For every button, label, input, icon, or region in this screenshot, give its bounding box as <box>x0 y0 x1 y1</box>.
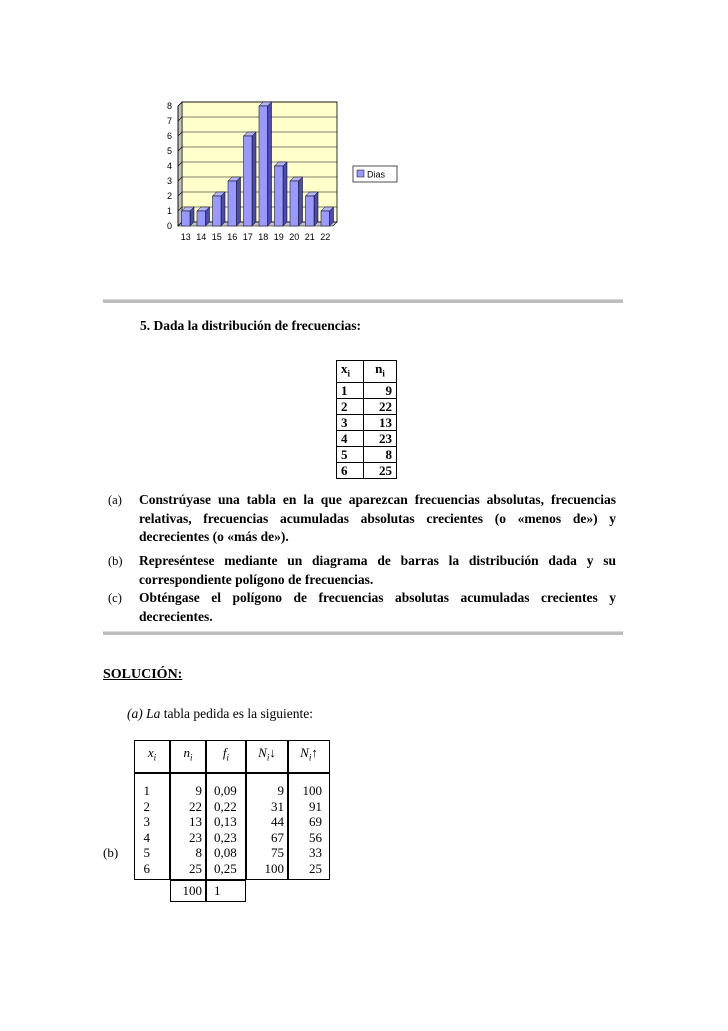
header-sub: i <box>226 752 230 763</box>
question-item <box>108 589 616 626</box>
legend-swatch <box>357 170 364 177</box>
table-row <box>337 430 397 446</box>
total-ni: 100 <box>182 883 202 898</box>
y-tick-label: 7 <box>166 116 172 126</box>
header-x: $x_i$ <box>337 361 364 383</box>
header-sub: i <box>266 752 270 763</box>
x-tick-label: 13 <box>180 232 191 242</box>
header-sub: i <box>308 752 312 763</box>
solution-intro-text: tabla pedida es la siguiente: <box>160 706 313 721</box>
table-cell: 22 <box>364 398 397 414</box>
item-label: (a) <box>108 493 122 507</box>
frequency-table <box>336 360 397 479</box>
table-cell: 6 <box>143 860 150 876</box>
table-cell: 6 <box>337 462 364 478</box>
table-cell: 8 <box>195 845 202 860</box>
bar <box>274 166 283 226</box>
table-cell: 4 <box>143 829 150 845</box>
y-tick-label: 8 <box>166 101 172 111</box>
table-cell: 100 <box>264 860 284 876</box>
header-letter: f <box>222 745 227 760</box>
bar-chart <box>148 100 408 250</box>
bar <box>259 106 268 226</box>
x-tick-label: 20 <box>289 232 300 242</box>
table-cell: 5 <box>143 845 150 860</box>
table-cell: 0,08 <box>214 845 237 860</box>
legend-label: Dias <box>367 169 386 180</box>
divider-bottom <box>103 631 623 635</box>
table-cell: 1 <box>337 382 364 398</box>
table-cell: 3 <box>337 414 364 430</box>
item-text: Constrúyase una tabla en la que aparezcan frecuencias absolutas, frecuencias relativas, frecuencias acumuladas absolutas crecientes (o «menos de») y decrecientes (o «más de»). <box>139 492 616 544</box>
header-letter: x <box>147 745 154 760</box>
solution-intro <box>127 706 313 722</box>
item-text: Represéntese mediante un diagrama de barras la distribución dada y su correspondiente polígono de frecuencias. <box>139 553 616 587</box>
total-fi: 1 <box>214 883 221 898</box>
bar <box>228 181 237 226</box>
table-cell: 31 <box>271 798 284 814</box>
table-cell: 9 <box>277 783 284 798</box>
column-header <box>246 745 288 763</box>
x-tick-label: 18 <box>258 232 269 242</box>
bar <box>181 211 190 226</box>
question-item <box>108 491 616 547</box>
table-cell: 8 <box>364 446 397 462</box>
table-cell: 91 <box>309 798 322 814</box>
x-tick-label: 16 <box>227 232 238 242</box>
header-sub: i <box>189 752 193 763</box>
bar <box>212 196 221 226</box>
y-tick-label: 5 <box>166 146 172 156</box>
question-item <box>108 552 616 589</box>
table-cell: 0,09 <box>214 783 237 798</box>
table-cell: 0,22 <box>214 798 237 814</box>
x-tick-label: 14 <box>196 232 207 242</box>
header-arrow: ↓ <box>269 745 276 760</box>
y-tick-label: 2 <box>166 191 172 201</box>
bar-side <box>252 132 256 226</box>
table-cell: 100 <box>302 783 322 798</box>
table-row <box>337 414 397 430</box>
bar-side <box>268 102 272 226</box>
table-header-row <box>337 361 397 383</box>
table-row <box>337 382 397 398</box>
table-cell: 9 <box>364 382 397 398</box>
table-cell: 2 <box>337 398 364 414</box>
table-cell: 5 <box>337 446 364 462</box>
bar <box>243 136 252 226</box>
table-cell: 75 <box>271 845 284 860</box>
column-header <box>206 745 246 763</box>
bar-side <box>237 177 241 226</box>
header-letter: N <box>258 745 267 760</box>
column-header <box>288 745 330 763</box>
table-cell: 25 <box>309 860 322 876</box>
table-cell: 23 <box>189 829 202 845</box>
table-cell: 44 <box>271 814 284 829</box>
table-cell: 1 <box>143 783 150 798</box>
table-cell: 23 <box>364 430 397 446</box>
y-tick-label: 4 <box>166 161 172 171</box>
table-cell: 67 <box>271 829 284 845</box>
table-cell: 0,13 <box>214 814 237 829</box>
table-cell: 69 <box>309 814 322 829</box>
header-arrow: ↑ <box>311 745 318 760</box>
question-title: 5. Dada la distribución de frecuencias: <box>140 318 362 333</box>
y-tick-label: 6 <box>166 131 172 141</box>
table-cell: 13 <box>364 414 397 430</box>
y-tick-label: 3 <box>166 176 172 186</box>
divider-top <box>103 299 623 303</box>
table-row <box>337 398 397 414</box>
item-text: Obténgase el polígono de frecuencias absolutas acumuladas crecientes y decrecientes. <box>139 590 616 624</box>
bar <box>321 211 330 226</box>
table-cell: 33 <box>309 845 322 860</box>
header-n: $n_i$ <box>364 361 397 383</box>
bar <box>197 211 206 226</box>
solution-heading: SOLUCIÓN: <box>103 667 183 682</box>
column-header <box>170 745 206 763</box>
bar <box>290 181 299 226</box>
y-tick-label: 0 <box>166 221 172 231</box>
bar-side <box>221 192 225 226</box>
table-cell: 9 <box>195 783 202 798</box>
x-tick-label: 21 <box>304 232 315 242</box>
header-letter: N <box>300 745 309 760</box>
bar-side <box>283 162 287 226</box>
bar-side <box>299 177 303 226</box>
table-row <box>337 446 397 462</box>
table-row <box>337 462 397 478</box>
table-cell: 25 <box>364 462 397 478</box>
table-cell: 25 <box>189 860 202 876</box>
table-cell: 4 <box>337 430 364 446</box>
table-cell: 2 <box>143 798 150 814</box>
header-sub: i <box>153 752 157 763</box>
x-tick-label: 19 <box>273 232 284 242</box>
x-tick-label: 15 <box>211 232 222 242</box>
table-cell: 3 <box>143 814 150 829</box>
table-cell: 0,23 <box>214 829 237 845</box>
item-label: (c) <box>108 591 122 605</box>
column-header <box>134 745 170 763</box>
bar <box>305 196 314 226</box>
table-cell: 13 <box>189 814 202 829</box>
y-tick-label: 1 <box>166 206 172 216</box>
table-cell: 56 <box>309 829 322 845</box>
table-cell: 22 <box>189 798 202 814</box>
x-tick-label: 22 <box>320 232 331 242</box>
item-label: (b) <box>108 554 123 568</box>
header-letter: n <box>183 745 190 760</box>
bar-side <box>314 192 318 226</box>
x-tick-label: 17 <box>242 232 253 242</box>
solution-b-label: (b) <box>103 845 119 860</box>
table-cell: 0,25 <box>214 860 237 876</box>
solution-intro-label: (a) La <box>127 706 161 721</box>
